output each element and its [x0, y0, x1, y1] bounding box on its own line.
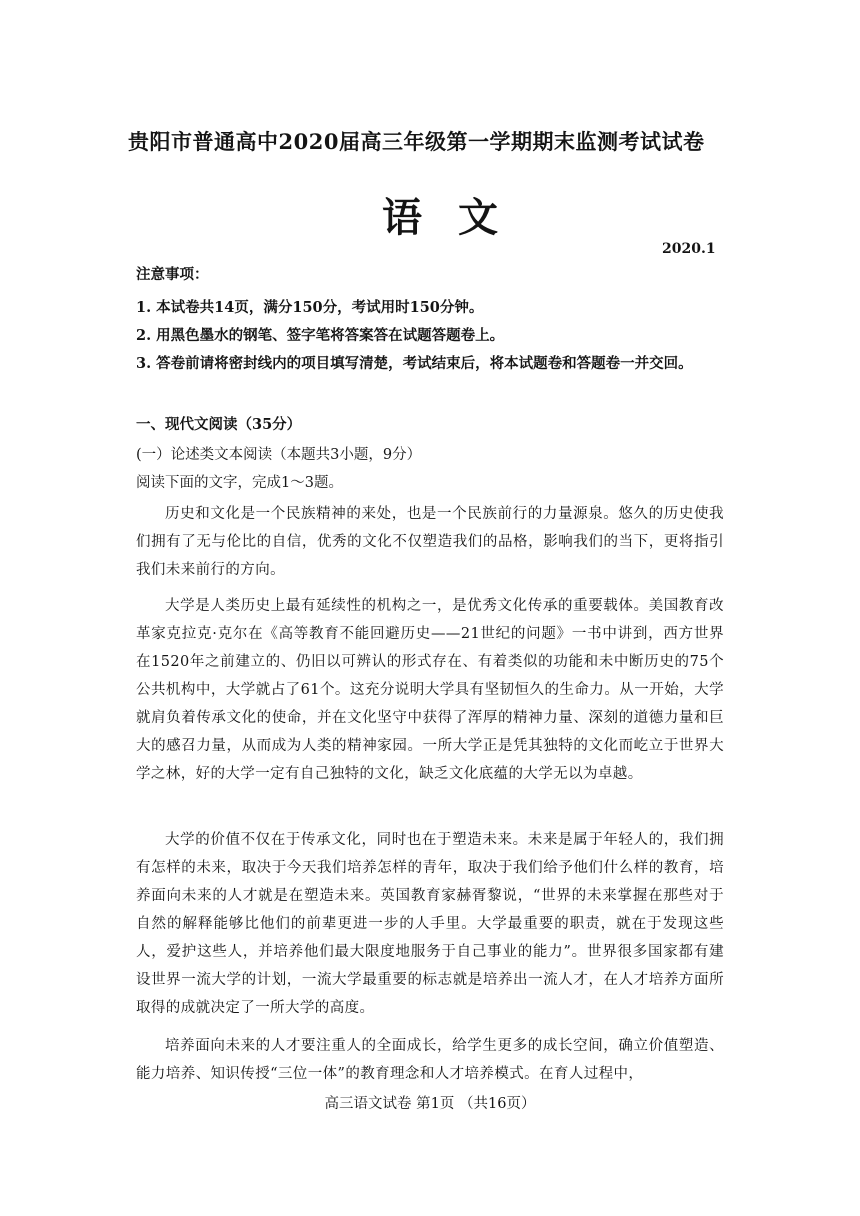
section-heading: 一、现代文阅读（35分） — [136, 416, 302, 433]
passage-paragraph: 大学的价值不仅在于传承文化，同时也在于塑造未来。未来是属于年轻人的，我们拥有怎样的未来，取决于今天我们培养怎样的青年，取决于我们给予他们什么样的教育，培养面向未来的人才就是在塑造未来。英国教育家赫胥黎说，“世界的未来掌握在那些对于自然的解释能够比他们的前辈更进一步的人手里。大学最重要的职责，就在于发现这些人，爱护这些人，并培养他们最大限度地服务于自己事业的能力”。世界很多国家都有建设世界一流大学的计划，一流大学最重要的标志就是培养出一流人才，在人才培养方面所取得的成就决定了一所大学的高度。 — [136, 832, 724, 1016]
notes-heading: 注意事项： — [136, 266, 209, 283]
notes-list — [136, 294, 693, 378]
exam-date: 2020.1 — [662, 241, 716, 257]
note-item: 3. 答卷前请将密封线内的项目填写清楚，考试结束后，将本试题卷和答题卷一并交回。 — [136, 355, 693, 372]
subject-title: 语文 — [382, 194, 534, 241]
passage-paragraph: 历史和文化是一个民族精神的来处，也是一个民族前行的力量源泉。悠久的历史使我们拥有了无与伦比的自信，优秀的文化不仅塑造我们的品格，影响我们的当下，更将指引我们未来前行的方向。 — [136, 506, 724, 578]
page-footer: 高三语文试卷 第1页 （共16页） — [324, 1096, 536, 1112]
passage-paragraph: 培养面向未来的人才要注重人的全面成长，给学生更多的成长空间，确立价值塑造、能力培养、知识传授“三位一体”的教育理念和人才培养模式。在育人过程中， — [136, 1038, 724, 1082]
subsection-heading: (一）论述类文本阅读（本题共3小题，9分） — [136, 447, 422, 463]
note-item: 1. 本试卷共14页，满分150分，考试用时150分钟。 — [136, 299, 484, 316]
exam-title: 贵阳市普通高中2020届高三年级第一学期期末监测考试试卷 — [128, 129, 705, 154]
passage-paragraph: 大学是人类历史上最有延续性的机构之一，是优秀文化传承的重要载体。美国教育改革家克拉克·克尔在《高等教育不能回避历史——21世纪的问题》一书中讲到，西方世界在1520年之前建立的、仍旧以可辨认的形式存在、有着类似的功能和未中断历史的75个公共机构中，大学就占了61个。这充分说明大学具有坚韧恒久的生命力。从一开始，大学就肩负着传承文化的使命，并在文化坚守中获得了浑厚的精神力量、深刻的道德力量和巨大的感召力量，从而成为人类的精神家园。一所大学正是凭其独特的文化而屹立于世界大学之林，好的大学一定有自己独特的文化，缺乏文化底蕴的大学无以为卓越。 — [136, 598, 724, 782]
note-item: 2. 用黑色墨水的钢笔、签字笔将答案答在试题答题卷上。 — [136, 327, 505, 344]
reading-instruction: 阅读下面的文字，完成1～3题。 — [136, 475, 343, 491]
